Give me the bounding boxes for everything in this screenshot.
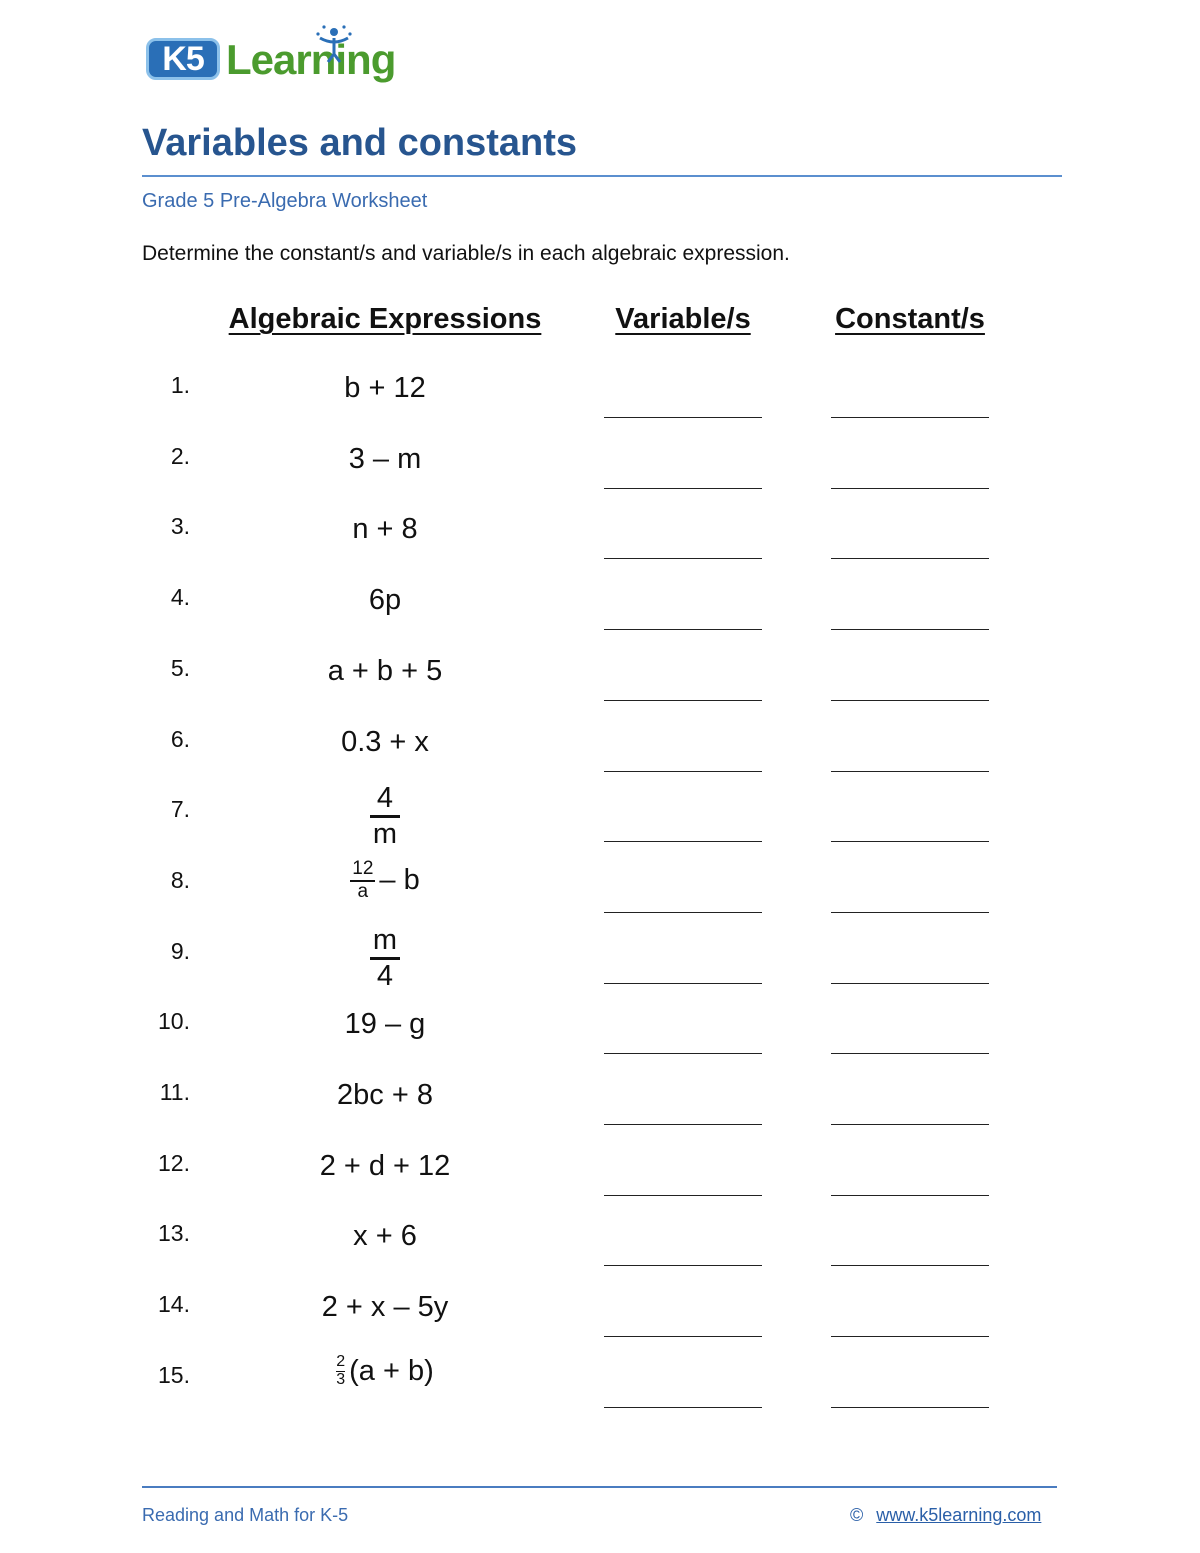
problem-number: 13. (158, 1220, 190, 1246)
problem-row (0, 655, 1200, 725)
constant-answer-blank[interactable] (831, 417, 989, 418)
variable-answer-blank[interactable] (604, 1124, 762, 1125)
problem-number: 5. (170, 655, 190, 681)
worksheet-title: Variables and constants (142, 122, 578, 164)
problem-row (0, 1079, 1200, 1149)
footer-divider (142, 1486, 1057, 1488)
problem-number: 12. (158, 1150, 190, 1176)
problem-expression (235, 782, 535, 852)
problem-number: 14. (158, 1291, 190, 1317)
variable-answer-blank[interactable] (604, 558, 762, 559)
footer-tagline: Reading and Math for K-5 (142, 1505, 349, 1525)
variable-answer-blank[interactable] (604, 912, 762, 913)
fraction-denominator: 3 (336, 1370, 346, 1388)
fraction (370, 782, 400, 852)
constant-answer-blank[interactable] (831, 1336, 989, 1337)
problem-expression: 2 + x – 5y (321, 1291, 449, 1323)
header-constants: Constant/s (835, 303, 985, 335)
variable-answer-blank[interactable] (604, 700, 762, 701)
fraction-numerator: 2 (336, 1353, 346, 1371)
problem-expression: 2bc + 8 (337, 1079, 433, 1111)
constant-answer-blank[interactable] (831, 1124, 989, 1125)
problem-number: 2. (170, 443, 190, 469)
worksheet-subtitle: Grade 5 Pre-Algebra Worksheet (142, 190, 428, 212)
copyright-symbol: © (850, 1505, 864, 1525)
problem-row (0, 782, 1200, 866)
problem-row (0, 1353, 1200, 1432)
problem-row (0, 1220, 1200, 1290)
footer-url-link[interactable]: www.k5learning.com (876, 1505, 1042, 1525)
constant-answer-blank[interactable] (831, 700, 989, 701)
problem-expression: 3 – m (348, 443, 422, 475)
header-variables: Variable/s (615, 303, 751, 335)
problem-expression: 2 + d + 12 (319, 1150, 451, 1182)
problem-number: 3. (170, 513, 190, 539)
problem-number: 6. (170, 726, 190, 752)
constant-answer-blank[interactable] (831, 1195, 989, 1196)
variable-answer-blank[interactable] (604, 841, 762, 842)
problem-number: 10. (158, 1008, 190, 1034)
logo-word: Learning (226, 36, 396, 83)
variable-answer-blank[interactable] (604, 1265, 762, 1266)
problem-expression: 0.3 + x (341, 726, 429, 758)
constant-answer-blank[interactable] (831, 1053, 989, 1054)
constant-answer-blank[interactable] (831, 558, 989, 559)
problem-number: 4. (170, 584, 190, 610)
problem-row (0, 924, 1200, 1008)
problem-expression: n + 8 (352, 513, 418, 545)
fraction (350, 859, 375, 903)
variable-answer-blank[interactable] (604, 1053, 762, 1054)
logo-badge: K5 (146, 38, 220, 80)
k5-learning-logo (146, 30, 402, 90)
constant-answer-blank[interactable] (831, 629, 989, 630)
variable-answer-blank[interactable] (604, 1336, 762, 1337)
fraction-denominator: m (372, 818, 398, 851)
logo-person-icon (312, 24, 356, 64)
constant-answer-blank[interactable] (831, 771, 989, 772)
problem-row (0, 1008, 1200, 1078)
constant-answer-blank[interactable] (831, 1265, 989, 1266)
fraction-numerator: m (372, 924, 398, 956)
problem-row (0, 858, 1200, 937)
variable-answer-blank[interactable] (604, 1407, 762, 1408)
problem-expression: a + b + 5 (327, 655, 443, 687)
problem-number: 7. (170, 796, 190, 822)
problem-row (0, 584, 1200, 654)
problem-number: 15. (158, 1362, 190, 1388)
problem-expression: x + 6 (353, 1220, 417, 1252)
fraction-denominator: a (357, 880, 369, 902)
footer-site (850, 1505, 1041, 1526)
fraction-numerator: 12 (352, 858, 374, 879)
problem-expression (235, 1354, 535, 1389)
problem-number: 11. (159, 1079, 190, 1105)
problem-row (0, 372, 1200, 442)
fraction (336, 1354, 345, 1389)
variable-answer-blank[interactable] (604, 983, 762, 984)
variable-answer-blank[interactable] (604, 1195, 762, 1196)
variable-answer-blank[interactable] (604, 417, 762, 418)
problem-row (0, 726, 1200, 796)
problem-number: 8. (170, 867, 190, 893)
variable-answer-blank[interactable] (604, 629, 762, 630)
fraction-numerator: 4 (376, 782, 394, 814)
problem-expression (235, 924, 535, 994)
constant-answer-blank[interactable] (831, 1407, 989, 1408)
constant-answer-blank[interactable] (831, 912, 989, 913)
problem-expression: b + 12 (344, 372, 426, 404)
header-expressions: Algebraic Expressions (228, 303, 542, 335)
variable-answer-blank[interactable] (604, 488, 762, 489)
fraction (370, 924, 400, 994)
title-divider (142, 175, 1062, 177)
problem-row (0, 1150, 1200, 1220)
problem-number: 9. (170, 938, 190, 964)
problem-row (0, 443, 1200, 513)
expression-remainder: (a + b) (349, 1354, 434, 1387)
constant-answer-blank[interactable] (831, 983, 989, 984)
constant-answer-blank[interactable] (831, 841, 989, 842)
problem-expression: 19 – g (344, 1008, 426, 1040)
problem-expression: 6p (368, 584, 402, 616)
instructions: Determine the constant/s and variable/s in each algebraic expression. (142, 242, 790, 265)
fraction-denominator: 4 (376, 960, 394, 993)
problem-row (0, 513, 1200, 583)
variable-answer-blank[interactable] (604, 771, 762, 772)
expression-remainder: – b (379, 864, 420, 897)
problem-row (0, 1291, 1200, 1361)
problem-number: 1. (170, 372, 190, 398)
problem-expression (235, 859, 535, 903)
constant-answer-blank[interactable] (831, 488, 989, 489)
